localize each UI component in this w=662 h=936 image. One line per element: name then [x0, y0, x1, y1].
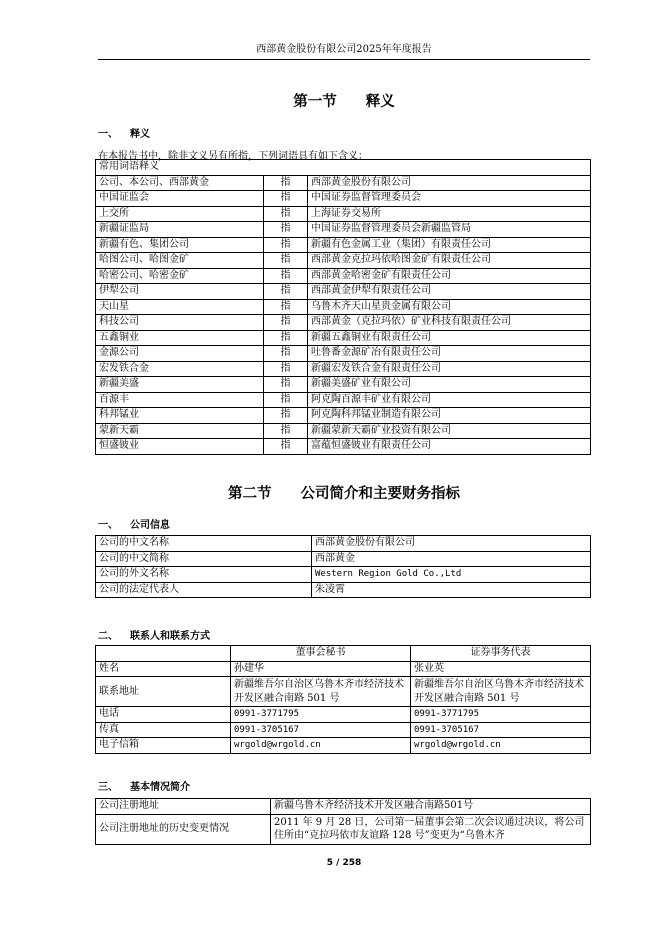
- contact-subheading: [98, 627, 210, 642]
- contact-header-blank: [96, 646, 231, 662]
- company-info-key: 公司的中文简称: [96, 551, 312, 567]
- contact-row: [96, 677, 591, 707]
- contact-representative-value: 张业英: [411, 661, 591, 677]
- company-info-row: [96, 551, 591, 567]
- definition-meaning: 上海证券交易所: [308, 206, 591, 222]
- contact-row: [96, 738, 591, 754]
- definition-row: [96, 423, 591, 439]
- definition-indicator: 指: [264, 377, 308, 393]
- definition-indicator: 指: [264, 361, 308, 377]
- definition-indicator: 指: [264, 423, 308, 439]
- definition-row: [96, 392, 591, 408]
- definition-row: [96, 439, 591, 455]
- definition-term: 新疆有色、集团公司: [96, 237, 264, 253]
- definition-row: [96, 346, 591, 362]
- basic-sub-num: 三、: [98, 782, 118, 793]
- definition-indicator: 指: [264, 408, 308, 424]
- definition-meaning: 西部黄金哈密金矿有限责任公司: [308, 268, 591, 284]
- contact-row: [96, 661, 591, 677]
- definition-meaning: 西部黄金（克拉玛依）矿业科技有限责任公司: [308, 315, 591, 331]
- basic-info-row: [96, 799, 591, 815]
- section1-subheading: [98, 125, 150, 140]
- contact-secretary-value: 孙建华: [231, 661, 411, 677]
- contact-secretary-value: wrgold@wrgold.cn: [231, 738, 411, 754]
- contact-representative-value: 0991-3705167: [411, 722, 591, 738]
- contact-table: [95, 645, 591, 754]
- definition-term: 公司、本公司、西部黄金: [96, 175, 264, 191]
- definitions-table: [95, 159, 591, 455]
- definition-row: [96, 330, 591, 346]
- definition-row: [96, 191, 591, 207]
- basic-info-value: 新疆乌鲁木齐经济技术开发区融合南路501号: [271, 799, 591, 815]
- contact-key: 电子信箱: [96, 738, 231, 754]
- definition-row: [96, 253, 591, 269]
- company-info-sub-num: 一、: [98, 520, 118, 531]
- contact-representative-value: wrgold@wrgold.cn: [411, 738, 591, 754]
- definition-meaning: 乌鲁木齐天山星贵金属有限公司: [308, 299, 591, 315]
- contact-row: [96, 707, 591, 723]
- definition-meaning: 新疆蒙新天霸矿业投资有限公司: [308, 423, 591, 439]
- basic-info-row: [96, 814, 591, 844]
- header-rule: [98, 59, 590, 60]
- basic-info-key: 公司注册地址: [96, 799, 271, 815]
- company-info-key: 公司的法定代表人: [96, 582, 312, 598]
- contact-key: 姓名: [96, 661, 231, 677]
- definition-meaning: 富蕴恒盛铍业有限责任公司: [308, 439, 591, 455]
- definition-term: 蒙新天霸: [96, 423, 264, 439]
- definition-indicator: 指: [264, 206, 308, 222]
- definition-meaning: 西部黄金克拉玛依哈图金矿有限责任公司: [308, 253, 591, 269]
- contact-secretary-value: 新疆维吾尔自治区乌鲁木齐市经济技术开发区融合南路 501 号: [231, 677, 411, 707]
- definition-term: 科技公司: [96, 315, 264, 331]
- section1-sub-num: 一、: [98, 129, 118, 140]
- definition-term: 伊犁公司: [96, 284, 264, 300]
- definition-meaning: 西部黄金股份有限公司: [308, 175, 591, 191]
- contact-key: 电话: [96, 707, 231, 723]
- definition-indicator: 指: [264, 346, 308, 362]
- company-info-row: [96, 536, 591, 552]
- definition-row: [96, 284, 591, 300]
- definition-term: 百源丰: [96, 392, 264, 408]
- definition-meaning: 新疆宏发铁合金有限责任公司: [308, 361, 591, 377]
- definition-row: [96, 408, 591, 424]
- definition-meaning: 吐鲁番金源矿冶有限责任公司: [308, 346, 591, 362]
- contact-col-secretary: 董事会秘书: [231, 646, 411, 662]
- contact-secretary-value: 0991-3705167: [231, 722, 411, 738]
- contact-representative-value: 0991-3771795: [411, 707, 591, 723]
- definition-meaning: 新疆有色金属工业（集团）有限责任公司: [308, 237, 591, 253]
- definitions-header-cell: 常用词语释义: [96, 160, 591, 176]
- definition-row: [96, 175, 591, 191]
- definition-meaning: 中国证券监督管理委员会新疆监管局: [308, 222, 591, 238]
- basic-info-table: [95, 798, 591, 845]
- definition-term: 哈密公司、哈密金矿: [96, 268, 264, 284]
- definition-term: 恒盛铍业: [96, 439, 264, 455]
- definition-row: [96, 299, 591, 315]
- definition-row: [96, 222, 591, 238]
- basic-sub-title: 基本情况简介: [130, 782, 190, 793]
- definition-term: 五鑫铜业: [96, 330, 264, 346]
- contact-representative-value: 新疆维吾尔自治区乌鲁木齐市经济技术开发区融合南路 501 号: [411, 677, 591, 707]
- section2-title: 第二节 公司简介和主要财务指标: [228, 486, 460, 502]
- company-info-row: [96, 582, 591, 598]
- definition-row: [96, 361, 591, 377]
- definition-indicator: 指: [264, 439, 308, 455]
- definition-indicator: 指: [264, 299, 308, 315]
- definition-indicator: 指: [264, 330, 308, 346]
- page-header: 西部黄金股份有限公司2025年年度报告: [256, 44, 432, 55]
- definition-indicator: 指: [264, 175, 308, 191]
- contact-row: [96, 722, 591, 738]
- definition-indicator: 指: [264, 268, 308, 284]
- definition-indicator: 指: [264, 222, 308, 238]
- company-info-table: [95, 535, 591, 598]
- company-info-key: 公司的外文名称: [96, 567, 312, 583]
- basic-info-value: 2011 年 9 月 28 日，公司第一届董事会第二次会议通过决议，将公司住所由“克拉玛依市友谊路 128 号”变更为“乌鲁木齐: [271, 814, 591, 844]
- definition-meaning: 中国证券监督管理委员会: [308, 191, 591, 207]
- contact-key: 联系地址: [96, 677, 231, 707]
- company-info-value: 西部黄金: [312, 551, 591, 567]
- definition-meaning: 西部黄金伊犁有限责任公司: [308, 284, 591, 300]
- definition-indicator: 指: [264, 237, 308, 253]
- definition-meaning: 阿克陶百源丰矿业有限公司: [308, 392, 591, 408]
- definition-term: 宏发铁合金: [96, 361, 264, 377]
- definition-indicator: 指: [264, 315, 308, 331]
- definition-term: 中国证监会: [96, 191, 264, 207]
- basic-info-key: 公司注册地址的历史变更情况: [96, 814, 271, 844]
- basic-subheading: [98, 778, 190, 793]
- definition-term: 新疆证监局: [96, 222, 264, 238]
- contact-sub-num: 二、: [98, 631, 118, 642]
- definitions-intro: 在本报告书中，除非文义另有所指，下列词语具有如下含义：: [98, 151, 368, 162]
- definition-indicator: 指: [264, 284, 308, 300]
- company-info-value: Western Region Gold Co.,Ltd: [312, 567, 591, 583]
- definition-meaning: 新疆美盛矿业有限公司: [308, 377, 591, 393]
- section1-sub-title: 释义: [130, 129, 150, 140]
- contact-secretary-value: 0991-3771795: [231, 707, 411, 723]
- definition-row: [96, 315, 591, 331]
- definition-term: 新疆美盛: [96, 377, 264, 393]
- definition-indicator: 指: [264, 392, 308, 408]
- definition-indicator: 指: [264, 253, 308, 269]
- contact-key: 传真: [96, 722, 231, 738]
- definition-row: [96, 237, 591, 253]
- contact-header-row: [96, 646, 591, 662]
- definition-term: 天山星: [96, 299, 264, 315]
- definition-indicator: 指: [264, 191, 308, 207]
- definition-term: 上交所: [96, 206, 264, 222]
- definition-term: 哈图公司、哈图金矿: [96, 253, 264, 269]
- company-info-key: 公司的中文名称: [96, 536, 312, 552]
- definition-meaning: 新疆五鑫铜业有限责任公司: [308, 330, 591, 346]
- company-info-value: 西部黄金股份有限公司: [312, 536, 591, 552]
- page-number: 5 / 258: [326, 858, 362, 868]
- company-info-sub-title: 公司信息: [130, 520, 170, 531]
- definition-term: 金源公司: [96, 346, 264, 362]
- definition-term: 科邦锰业: [96, 408, 264, 424]
- company-info-subheading: [98, 516, 170, 531]
- contact-sub-title: 联系人和联系方式: [130, 631, 210, 642]
- definition-row: [96, 206, 591, 222]
- definition-meaning: 阿克陶科邦锰业制造有限公司: [308, 408, 591, 424]
- section1-title: 第一节 释义: [293, 94, 395, 110]
- definition-row: [96, 377, 591, 393]
- company-info-value: 朱凌霄: [312, 582, 591, 598]
- definitions-header-row: [96, 160, 591, 176]
- company-info-row: [96, 567, 591, 583]
- definition-row: [96, 268, 591, 284]
- contact-col-representative: 证券事务代表: [411, 646, 591, 662]
